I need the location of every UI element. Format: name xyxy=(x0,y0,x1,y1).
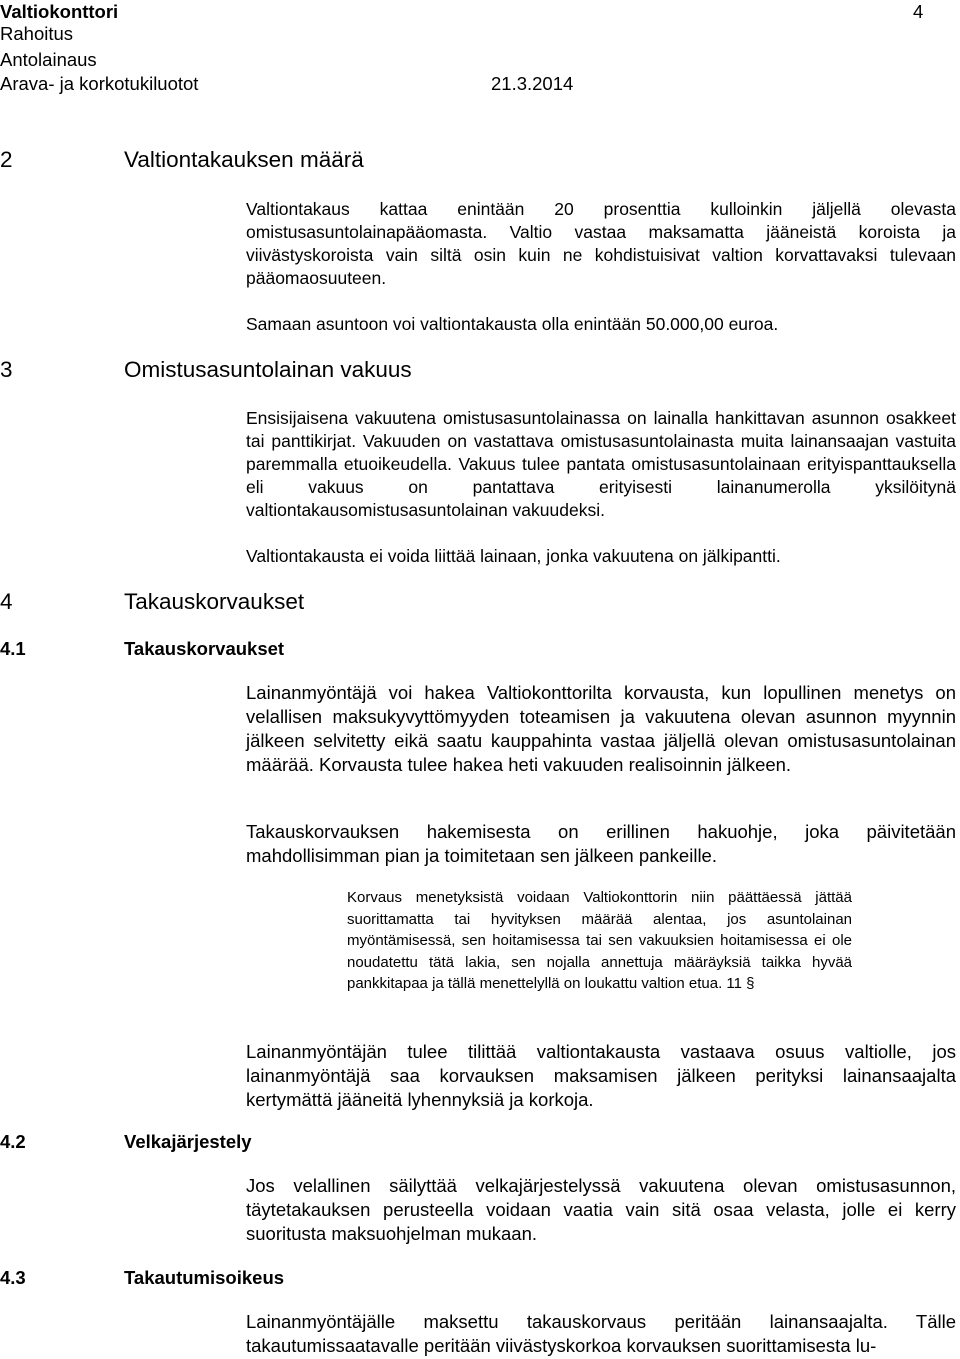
section-heading-3 xyxy=(0,356,412,384)
paragraph-collateral: Ensisijaisena vakuutena omistusasuntolainassa on lainalla hankittavan asunnon osakkeet tai panttikirjat. Vakuuden on vastattava omistusasuntolainasta muita lainansaajan vastuita paremmalla etuoikeudella. Vakuus tulee pantata omistusasuntolainaan erityispanttauksella eli vakuus on pantattava erityisesti lainanumerolla yksilöitynä valtiontakausomistusasuntolainan vakuudeksi. xyxy=(246,408,956,520)
subsection-heading-4-2 xyxy=(0,1130,252,1154)
subsection-title: Takauskorvaukset xyxy=(124,638,285,659)
subsection-heading-4-3 xyxy=(0,1266,284,1290)
subsection-number: 4.3 xyxy=(0,1267,26,1288)
section-heading-4 xyxy=(0,588,304,616)
paragraph-subordinate-pledge: Valtiontakausta ei voida liittää lainaan, jonka vakuutena on jälkipantti. xyxy=(246,546,781,566)
subsection-number: 4.2 xyxy=(0,1131,26,1152)
section-number: 2 xyxy=(0,147,13,172)
paragraph-guarantee-limit: Samaan asuntoon voi valtiontakausta olla enintään 50.000,00 euroa. xyxy=(246,314,779,334)
header-department: Rahoitus xyxy=(0,23,74,44)
paragraph-compensation-claim: Lainanmyöntäjä voi hakea Valtiokonttorilta korvausta, kun lopullinen menetys on velallisen maksukyvyttömyyden toteamisen ja vakuutena olevan asunnon myynnin jälkeen selvitetty eikä saatu kauppahinta vastaa jäljellä olevan omistusasuntolainan määrää. Korvausta tulee hakea heti vakuuden realisoinnin jälkeen. xyxy=(246,682,956,775)
section-number: 4 xyxy=(0,589,13,614)
paragraph-debt-restructuring: Jos velallinen säilyttää velkajärjestelyssä vakuutena olevan omistusasunnon, täytetakauksen perusteella voidaan vaatia vain sitä osaa velasta, jolle ei kerry suoritusta maksuohjelman mukaan. xyxy=(246,1175,956,1244)
header-unit: Antolainaus xyxy=(0,49,97,70)
header-date: 21.3.2014 xyxy=(491,73,574,94)
subsection-title: Velkajärjestely xyxy=(124,1131,252,1152)
page-number: 4 xyxy=(913,1,924,22)
legal-quote: Korvaus menetyksistä voidaan Valtiokonttorin niin päättäessä jättää suorittamatta tai hyvityksen määrää alentaa, jos asuntolainan myöntämisessä, sen hoitamisessa tai sen vakuuksien hoitamisessa ei ole noudatettu tätä lakia, sen nojalla annettuja määräyksiä taikka hyvää pankkitapaa ja tällä menettelyllä on loukattu valtion etua. 11 § xyxy=(347,889,852,993)
paragraph-recovered-payments: Lainanmyöntäjän tulee tilittää valtiontakausta vastaava osuus valtiolle, jos lainanmyöntäjä saa korvauksen maksamisen jälkeen perityksi lainansaajalta kertymättä jääneitä lyhennyksiä ja korkoja. xyxy=(246,1041,956,1110)
section-title: Omistusasuntolainan vakuus xyxy=(124,357,412,382)
section-heading-2 xyxy=(0,146,364,174)
paragraph-claim-instructions: Takauskorvauksen hakemisesta on erillinen hakuohje, joka päivitetään mahdollisimman pian ja toimitetaan sen jälkeen pankeille. xyxy=(246,821,956,866)
paragraph-recourse: Lainanmyöntäjälle maksettu takauskorvaus peritään lainansaajalta. Tälle takautumissaatavalle peritään viivästyskorkoa korvauksen suorittamisesta lu- xyxy=(246,1311,956,1356)
subsection-heading-4-1 xyxy=(0,637,284,661)
section-number: 3 xyxy=(0,357,13,382)
subsection-number: 4.1 xyxy=(0,638,26,659)
header-subject: Arava- ja korkotukiluotot xyxy=(0,73,199,94)
subsection-title: Takautumisoikeus xyxy=(124,1267,285,1288)
section-title: Takauskorvaukset xyxy=(124,589,305,614)
document-issuer: Valtiokonttori xyxy=(0,1,119,22)
paragraph-guarantee-coverage: Valtiontakaus kattaa enintään 20 prosenttia kulloinkin jäljellä olevasta omistusasuntolainapääomasta. Valtio vastaa maksamatta jääneistä koroista ja viivästyskoroista vain siltä osin kuin ne kohdistuisivat valtion korvattavaksi tulevaan pääomaosuuteen. xyxy=(246,199,956,288)
section-title: Valtiontakauksen määrä xyxy=(124,147,364,172)
